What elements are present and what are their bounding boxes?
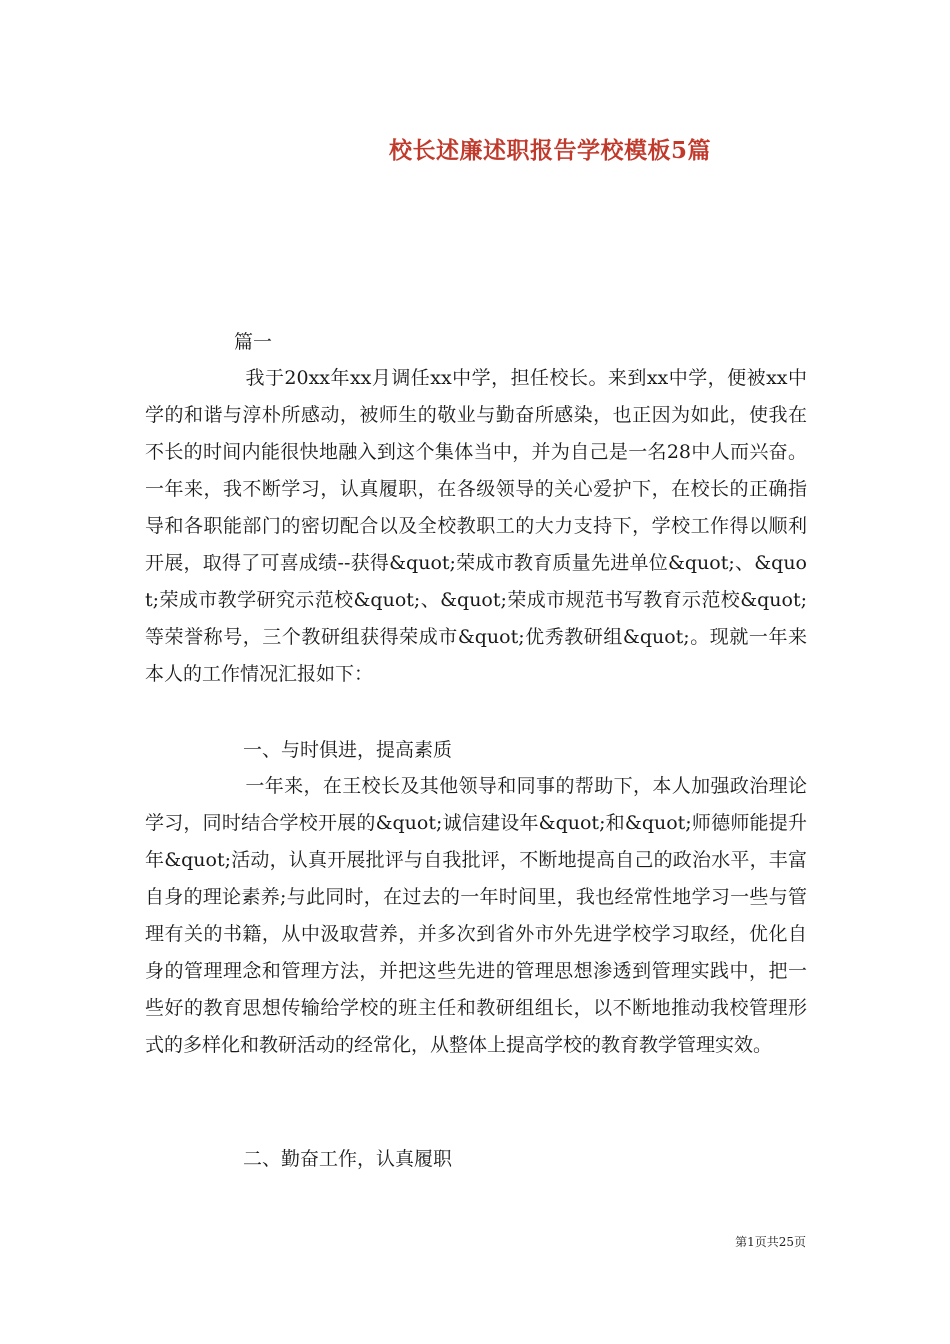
paragraph-intro-text: 我于20xx年xx月调任xx中学，担任校长。来到xx中学，便被xx中学的和谐与淳朴所感动，被师生的敬业与勤奋所感染，也正因为如此，使我在不长的时间内能很快地融入到这个集体当中，并为自己是一名28中人而兴奋。一年来，我不断学习，认真履职，在各级领导的关心爱护下，在校长的正确指导和各职能部门的密切配合以及全校教职工的大力支持下，学校工作得以顺利开展，取得了可喜成绩--获得&quot;荣成市教育质量先进单位&quot;、&quot;荣成市教学研究示范校&quot;、&quot;荣成市规范书写教育示范校&quot;等荣誉称号，三个教研组获得荣成市&quot;优秀教研组&quot;。现就一年来本人的工作情况汇报如下： <box>145 367 807 685</box>
page-number-footer: 第1页共25页 <box>735 1235 806 1249</box>
paragraph-section-1 <box>145 768 807 1064</box>
section-label: 篇一 <box>234 331 273 353</box>
paragraph-section-1-text: 一年来，在王校长及其他领导和同事的帮助下，本人加强政治理论学习，同时结合学校开展的&quot;诚信建设年&quot;和&quot;师德师能提升年&quot;活动，认真开展批评与自我批评，不断地提高自己的政治水平，丰富自身的理论素养;与此同时，在过去的一年时间里，我也经常性地学习一些与管理有关的书籍，从中汲取营养，并多次到省外市外先进学校学习取经，优化自身的管理理念和管理方法，并把这些先进的管理思想渗透到管理实践中，把一些好的教育思想传输给学校的班主任和教研组组长，以不断地推动我校管理形式的多样化和教研活动的经常化，从整体上提高学校的教育教学管理实效。 <box>145 775 807 1056</box>
section-heading-2: 二、勤奋工作，认真履职 <box>243 1148 453 1170</box>
paragraph-intro <box>145 360 807 693</box>
document-title: 校长述廉述职报告学校模板5篇 <box>388 137 711 164</box>
section-heading-1: 一、与时俱进，提高素质 <box>243 739 453 761</box>
